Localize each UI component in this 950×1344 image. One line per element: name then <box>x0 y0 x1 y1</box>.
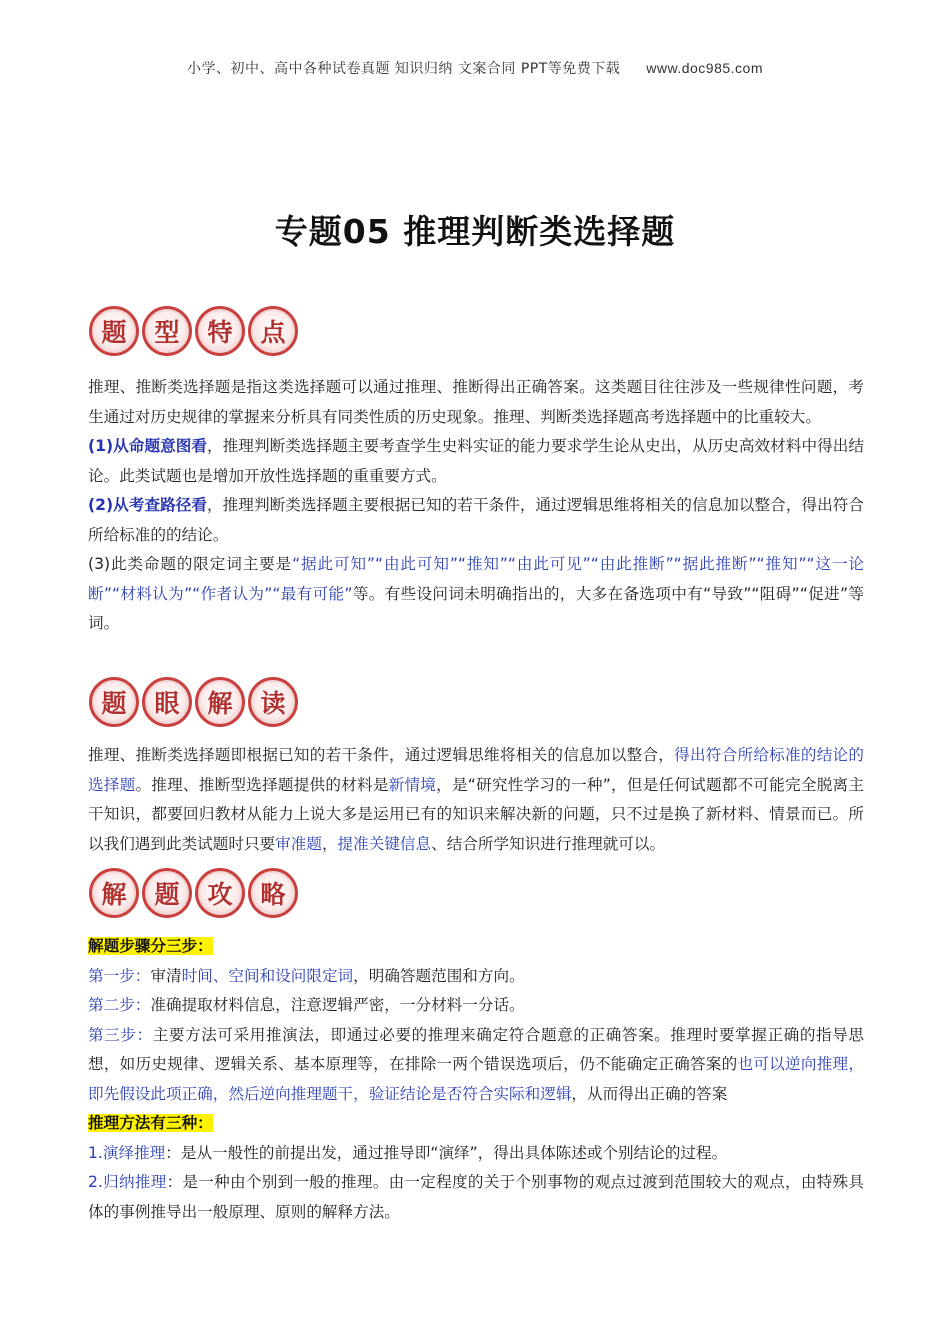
step-2 <box>88 991 864 1021</box>
badge-char: 题 <box>142 868 192 918</box>
point-3-prefix: (3)此类命题的限定词主要是 <box>88 555 293 573</box>
badge-char: 攻 <box>195 868 245 918</box>
badge-char: 解 <box>89 868 139 918</box>
method-2 <box>88 1168 864 1227</box>
badge-char: 点 <box>248 306 298 356</box>
highlight-run: 新情境 <box>388 775 437 794</box>
text-run: 准确提取材料信息，注意逻辑严密，一分材料一分话。 <box>150 996 525 1014</box>
section-badge-question-type <box>89 306 301 356</box>
point-1 <box>88 432 864 491</box>
section-badge-solving-strategy <box>89 868 301 918</box>
steps-heading: 解题步骤分三步： <box>88 937 213 955</box>
text-run: 。推理、推断型选择题提供的材料是 <box>135 775 389 794</box>
point-3 <box>88 550 864 639</box>
text-run: ， <box>321 834 338 853</box>
step-1-label: 第一步： <box>88 966 151 985</box>
text-run: ，从而得出正确的答案 <box>571 1084 728 1103</box>
method-1-label: 1.演绎推理 <box>88 1143 166 1162</box>
text-run: 推理、推断类选择题即根据已知的若干条件，通过逻辑思维将相关的信息加以整合， <box>88 746 675 764</box>
point-2 <box>88 491 864 550</box>
badge-char: 题 <box>89 677 139 727</box>
step-1 <box>88 962 864 992</box>
step-3-label: 第三步： <box>88 1025 153 1044</box>
point-1-text: ，推理判断类选择题主要考查学生史料实证的能力要求学生论从史出，从历史高效材料中得出结论。此类试题也是增加开放性选择题的重重要方式。 <box>88 437 864 485</box>
point-2-label: (2)从考查路径看 <box>88 496 208 514</box>
point-3-keywords: “据此可知”“由此可知”“推知”“由此可见”“由此推断”“据此推断”“推知”“这一论断”“材料认为”“作者认为”“最有可能” <box>88 555 865 603</box>
text-run: ：是一种由个别到一般的推理。由一定程度的关于个别事物的观点过渡到范围较大的观点，由特殊具体的事例推导出一般原理、原则的解释方法。 <box>88 1173 864 1221</box>
method-2-label: 2.归纳推理 <box>88 1173 167 1191</box>
header-text: 小学、初中、高中各种试卷真题 知识归纳 文案合同 PPT等免费下载 <box>186 61 621 77</box>
highlight-run: 审准题 <box>275 834 322 853</box>
section-badge-key-reading <box>89 677 301 727</box>
page-header <box>0 58 950 78</box>
method-1 <box>88 1139 864 1169</box>
methods-heading: 推理方法有三种： <box>88 1114 213 1132</box>
text-run: 审清 <box>150 966 182 985</box>
point-3-suffix: 等。有些设问词未明确指出的，大多在备选项中有“导致”“阻碍”“促进”等词。 <box>88 584 864 632</box>
steps-heading-line <box>88 932 864 962</box>
page-title: 专题05 推理判断类选择题 <box>274 212 676 251</box>
highlight-run: 时间、空间和设问限定词 <box>181 966 354 985</box>
text-run: ：是从一般性的前提出发，通过推导即“演绎”，得出具体陈述或个别结论的过程。 <box>165 1143 728 1162</box>
step-3 <box>88 1021 864 1110</box>
badge-char: 眼 <box>142 677 192 727</box>
text-run: ，明确答题范围和方向。 <box>353 966 525 985</box>
badge-char: 题 <box>89 306 139 356</box>
badge-char: 读 <box>248 677 298 727</box>
point-1-label: (1)从命题意图看 <box>88 437 208 455</box>
highlight-run: 提准关键信息 <box>337 834 432 853</box>
highlight-run: 也可以逆向推理，即先假设此项正确，然后逆向推理题干，验证结论是否符合实际和逻辑 <box>88 1055 864 1103</box>
point-2-text: ，推理判断类选择题主要根据已知的若干条件，通过逻辑思维将相关的信息加以整合，得出符合所给标准的的结论。 <box>88 496 864 544</box>
methods-heading-line <box>88 1109 864 1139</box>
badge-char: 型 <box>142 306 192 356</box>
badge-char: 略 <box>248 868 298 918</box>
intro-paragraph: 推理、推断类选择题是指这类选择题可以通过推理、推断得出正确答案。这类题目往往涉及一些规律性问题，考生通过对历史规律的掌握来分析具有同类性质的历史现象。推理、判断类选择题高考选择题中的比重较大。 <box>88 378 864 426</box>
section1-body <box>88 373 864 639</box>
badge-char: 解 <box>195 677 245 727</box>
section2-body <box>88 741 864 859</box>
highlight-run: 得出符合所给标准的结论的选择题 <box>88 746 864 794</box>
text-run: 、结合所学知识进行推理就可以。 <box>431 834 666 853</box>
header-url[interactable]: www.doc985.com <box>646 60 763 76</box>
text-run: ，是“研究性学习的一种”，但是任何试题都不可能完全脱离主干知识，都要回归教材从能力上说大多是运用已有的知识来解决新的问题，只不过是换了新材料、情景而已。所以我们遇到此类试题时只要 <box>88 775 864 853</box>
step-2-label: 第二步： <box>88 996 151 1014</box>
badge-char: 特 <box>195 306 245 356</box>
section3-body <box>88 932 864 1227</box>
text-run: 主要方法可采用推演法，即通过必要的推理来确定符合题意的正确答案。推理时要掌握正确的指导思想，如历史规律、逻辑关系、基本原理等，在排除一两个错误选项后，仍不能确定正确答案的 <box>88 1025 864 1073</box>
